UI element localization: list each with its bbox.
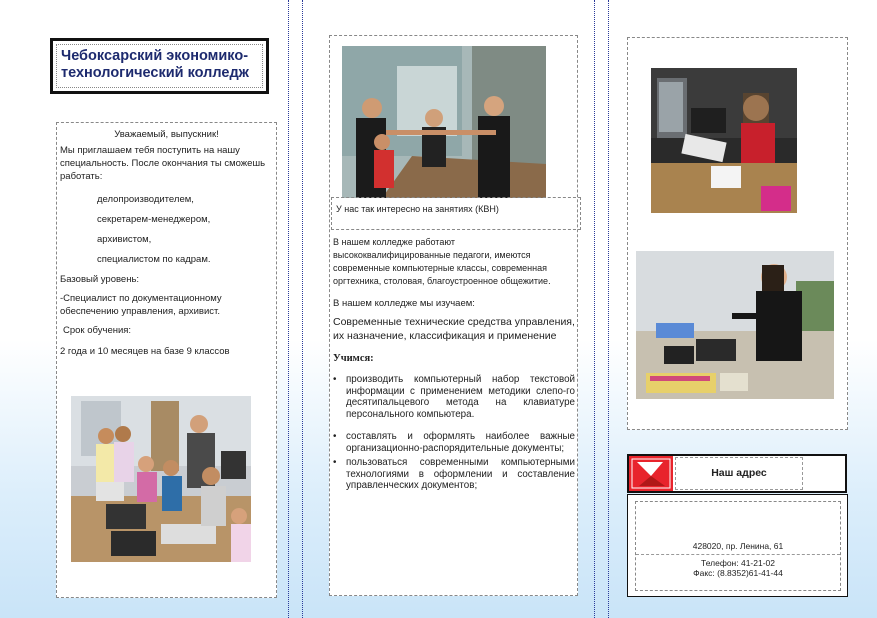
fold-line xyxy=(288,0,289,618)
college-name: Чебоксарский экономико-технологический колледж xyxy=(56,44,263,88)
term-value: 2 года и 10 месяцев на базе 9 классов xyxy=(60,346,230,357)
phone-line: Телефон: 41-21-02 xyxy=(700,558,775,568)
level-label: Базовый уровень: xyxy=(60,274,140,285)
address-header xyxy=(627,454,847,493)
learn-list xyxy=(333,374,575,495)
study-subject: Современные технические средства управления, их назначение, классификация и применение xyxy=(333,316,575,342)
learn-heading: Учимся: xyxy=(333,353,374,364)
term-label: Срок обучения: xyxy=(63,325,132,336)
address-heading: Наш адрес xyxy=(675,457,803,490)
job-item: архивистом, xyxy=(97,234,152,245)
college-logo xyxy=(629,456,673,491)
level-value: -Специалист по документационному обеспечению управления, архивист. xyxy=(60,293,222,317)
job-item: секретарем-менеджером, xyxy=(97,214,211,225)
fold-line xyxy=(302,0,303,618)
intro-panel xyxy=(56,122,277,598)
teachers-text: В нашем колледже работают высококвалифицированные педагоги, имеются современные компьютерные классы, современная оргтехника, столовая, благоустроенное общежитие. xyxy=(333,237,551,286)
fold-line xyxy=(594,0,595,618)
job-item: делопроизводителем, xyxy=(97,194,194,205)
address-line: 428020, пр. Ленина, 61 xyxy=(692,541,784,551)
secretary-photo xyxy=(651,68,797,213)
list-item: • составлять и оформлять наиболее важные организационно-распорядительные документы; xyxy=(333,431,575,454)
fold-line xyxy=(608,0,609,618)
address-box xyxy=(627,494,848,597)
college-title-box xyxy=(50,38,269,94)
photos-panel xyxy=(627,37,848,430)
study-intro: В нашем колледже мы изучаем: xyxy=(333,298,475,309)
list-item: • производить компьютерный набор текстовой информации с применением методики слепо-го десятипальцевого метода на клавиатуре персонального компьютера. xyxy=(333,374,575,420)
address-inner xyxy=(635,501,841,591)
greeting: Уважаемый, выпускник! xyxy=(114,129,219,140)
invite-text: Мы приглашаем тебя поступить на нашу специальность. После окончания ты сможешь работать: xyxy=(60,145,266,182)
photo-caption: У нас так интересно на занятиях (КВН) xyxy=(336,204,499,214)
phone-photo xyxy=(636,251,834,399)
info-panel xyxy=(329,35,578,596)
job-item: специалистом по кадрам. xyxy=(97,254,211,265)
caption-frame xyxy=(331,197,581,230)
classroom-photo xyxy=(71,396,251,562)
kvn-photo xyxy=(342,46,546,198)
fax-line: Факс: (8.8352)61-41-44 xyxy=(693,568,783,578)
list-item: • пользоваться современными компьютерными технологиями в оформлении и составление управленческих документов; xyxy=(333,457,575,492)
